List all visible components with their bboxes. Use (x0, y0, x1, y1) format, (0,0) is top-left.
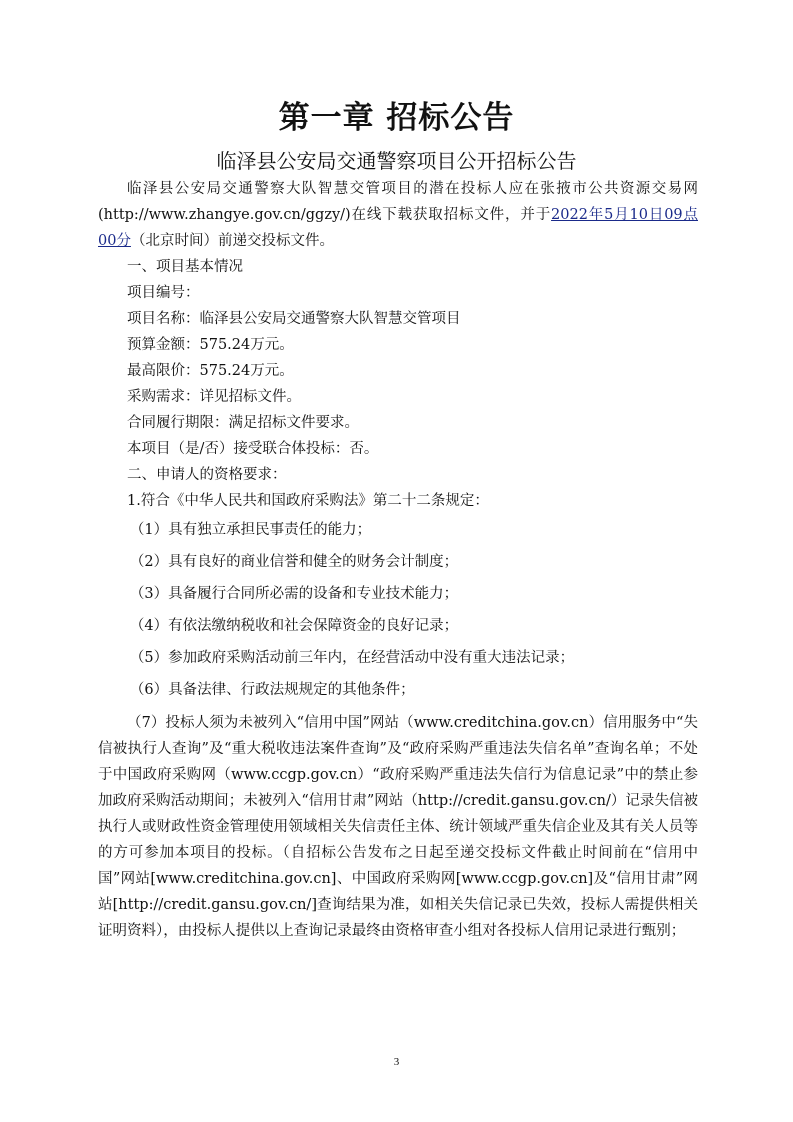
max-price: 最高限价：575.24万元。 (127, 363, 294, 379)
requirement-item: （1）具有独立承担民事责任的能力； (129, 522, 372, 538)
requirement-item-7: （7）投标人须为未被列入“信用中国”网站（www.creditchina.gov.cn）信用服务中“失信被执行人查询”及“重大税收违法案件查询”及“政府采购严重违法失信名单”查询名单；不处于中国政府采购网（www.ccgp.gov.cn）“政府采购严重违法失信行为信息记录”中的禁止参加政府采购活动期间；未被列入“信用甘肃”网站（http://credit.gansu.gov.cn/）记录失信被执行人或财政性资金管理使用领域相关失信责任主体、统计领域严重失信企业及其有关人员等的方可参加本项目的投标。（自招标公告发布之日起至递交投标文件截止时间前在“信用中国”网站[www.creditchina.gov.cn]、中国政府采购网[www.ccgp.gov.cn]及“信用甘肃”网站[http://credit.gansu.gov.cn/]查询结果为准，如相关失信记录已失效，投标人需提供相关证明资料），由投标人提供以上查询记录最终由资格审查小组对各投标人信用记录进行甄别； (98, 715, 698, 939)
requirement-item: （4）有依法缴纳税收和社会保障资金的良好记录； (129, 618, 459, 634)
requirement-item: （6）具备法律、行政法规规定的其他条件； (129, 682, 415, 698)
requirement-item: （5）参加政府采购活动前三年内，在经营活动中没有重大违法记录； (129, 650, 575, 666)
document-body (98, 176, 698, 944)
section1-heading: 一、项目基本情况 (127, 259, 243, 275)
intro-text-a: 临泽县公安局交通警察大队智慧交管项目的潜在投标人应在张掖市公共资源交易网(http://www.zhangye.gov.cn/ggzy/)在线下载获取招标文件，并于 (98, 181, 698, 223)
contract-period: 合同履行期限：满足招标文件要求。 (127, 415, 359, 431)
project-number: 项目编号： (127, 285, 200, 301)
clause-1: 1.符合《中华人民共和国政府采购法》第二十二条规定： (127, 493, 489, 509)
project-name: 项目名称：临泽县公安局交通警察大队智慧交管项目 (127, 311, 461, 327)
intro-paragraph (98, 176, 698, 254)
requirement-item: （2）具有良好的商业信誉和健全的财务会计制度； (129, 554, 459, 570)
budget-amount: 预算金额：575.24万元。 (127, 337, 294, 353)
announcement-title: 临泽县公安局交通警察项目公开招标公告 (216, 149, 577, 173)
chapter-title: 第一章 招标公告 (278, 100, 515, 136)
page-number: 3 (393, 1056, 400, 1068)
requirement-item: （3）具备履行合同所必需的设备和专业技术能力； (129, 586, 459, 602)
consortium-bidding: 本项目（是/否）接受联合体投标：否。 (127, 441, 379, 457)
submission-deadline: 2022年5月10日09点00分 (98, 207, 698, 249)
procurement-needs: 采购需求：详见招标文件。 (127, 389, 301, 405)
intro-text-b: （北京时间）前递交投标文件。 (130, 233, 334, 249)
section2-heading: 二、申请人的资格要求： (127, 467, 287, 483)
